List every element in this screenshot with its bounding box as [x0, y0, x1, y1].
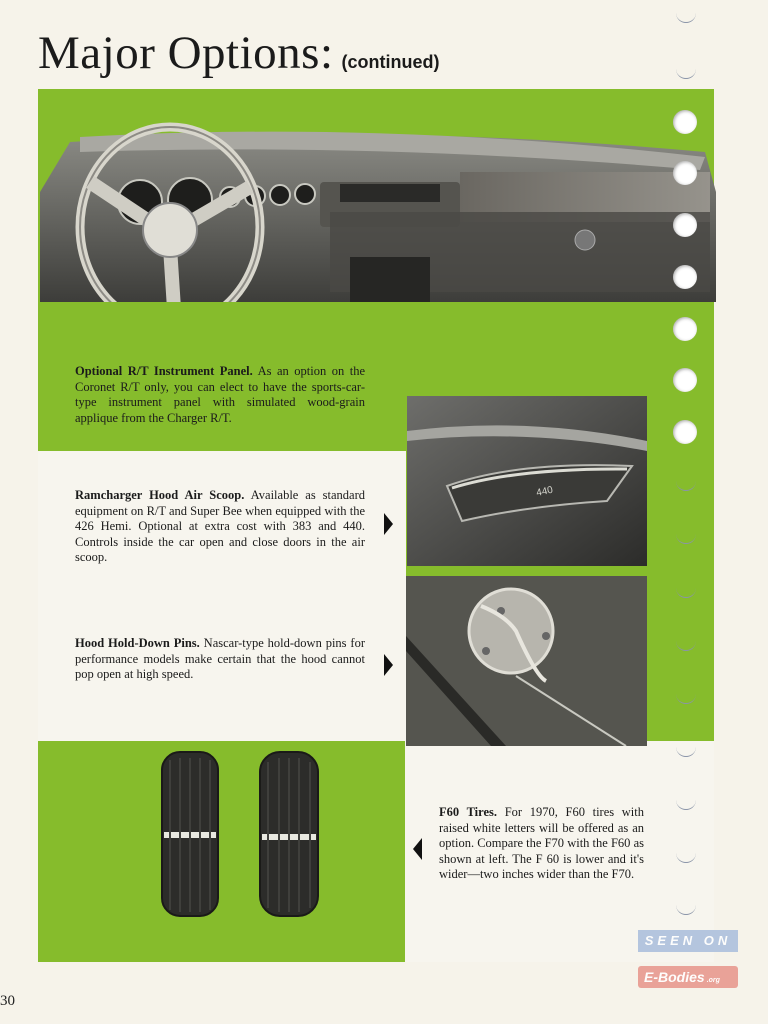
caption-air-scoop [75, 488, 365, 566]
arrow-left-icon [413, 838, 422, 860]
binder-ring-arc-icon [676, 68, 696, 79]
arrow-right-icon-2 [384, 654, 393, 676]
caption-air-scoop-body: Available as standard equipment on R/T and Super Bee when equipped with the 426 Hemi. Optional at extra cost with 383 and 440. Controls inside the car open and close doors in the air scoop. [75, 488, 366, 564]
caption-tires-body: For 1970, F60 tires with raised white letters will be offered as an option. Compare the F70 with the F60 as shown at left. The F 60 is lower and it's wider—two inches wider than the F70. [439, 805, 645, 881]
caption-air-scoop-heading: Ramcharger Hood Air Scoop. [75, 488, 245, 502]
watermark-badge [638, 930, 738, 992]
watermark-top: SEEN ON [638, 930, 738, 952]
tire-f60-photo [258, 750, 320, 918]
binder-hole-icon [673, 368, 697, 392]
binder-hole-icon [673, 110, 697, 134]
watermark-suffix: .org [706, 977, 720, 984]
arrow-right-icon [384, 513, 393, 535]
title-subtitle: (continued) [341, 52, 440, 72]
page-number: 30 [0, 993, 15, 1009]
page-title [38, 26, 440, 80]
caption-tires-heading: F60 Tires. [439, 805, 498, 819]
caption-instrument-panel [75, 364, 365, 426]
caption-hood-pins [75, 636, 365, 683]
caption-hood-pins-heading: Hood Hold-Down Pins. [75, 636, 200, 650]
hood-pin-photo [406, 576, 647, 746]
binder-ring-arc-icon [676, 12, 696, 23]
dashboard-photo [40, 112, 716, 302]
caption-hood-pins-body: Nascar-type hold-down pins for performance models make certain that the hood cannot pop open at high speed. [75, 636, 365, 681]
caption-instrument-panel-heading: Optional R/T Instrument Panel. [75, 364, 253, 378]
watermark-bottom [638, 966, 738, 988]
air-scoop-photo [407, 396, 647, 566]
binder-hole-icon [673, 265, 697, 289]
caption-instrument-panel-body: As an option on the Coronet R/T only, you can elect to have the sports-car-type instrument panel with simulated wood-grain applique from the Charger R/T. [75, 364, 365, 425]
title-main: Major Options: [38, 27, 334, 79]
tire-f70-photo [160, 750, 220, 918]
binder-hole-icon [673, 317, 697, 341]
watermark-brand: E-Bodies [644, 969, 705, 985]
binder-hole-icon [673, 420, 697, 444]
caption-tires [439, 805, 644, 883]
scoop-badge-text: 440 [535, 484, 554, 499]
binder-hole-icon [673, 213, 697, 237]
binder-hole-icon [673, 161, 697, 185]
